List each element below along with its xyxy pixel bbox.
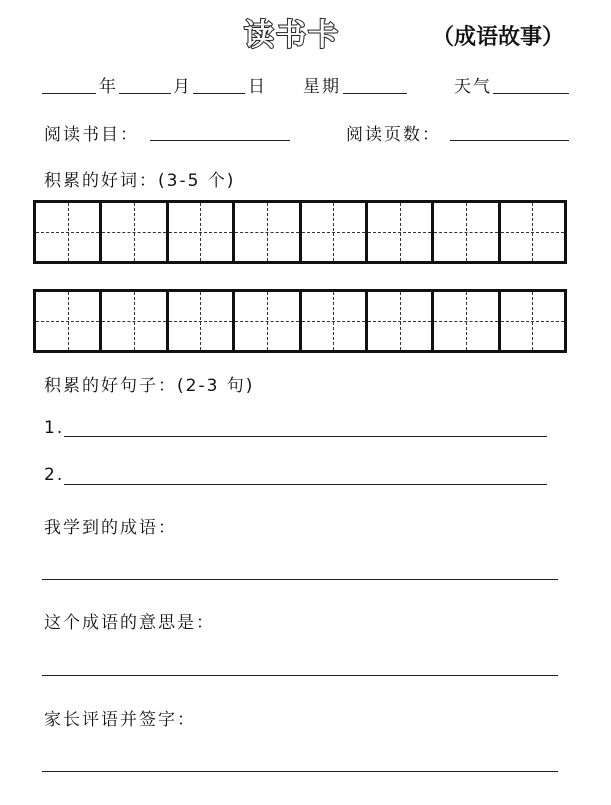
day-blank[interactable]: [193, 93, 245, 94]
weather-blank[interactable]: [493, 93, 569, 94]
words-label: 积累的好词：(3-5 个): [44, 171, 236, 191]
card-subtitle: （成语故事）: [432, 24, 565, 50]
idiom-learned-label: 我学到的成语：: [44, 518, 177, 538]
parent-comment-label: 家长评语并签字：: [44, 710, 196, 730]
word-cell[interactable]: [431, 292, 497, 350]
word-cell[interactable]: [166, 292, 232, 350]
word-cell[interactable]: [365, 292, 431, 350]
word-cell[interactable]: [365, 203, 431, 261]
book-label: 阅读书目：: [44, 125, 139, 145]
sentences-label: 积累的好句子：(2-3 句): [44, 376, 255, 396]
day-label: 日: [248, 77, 267, 97]
word-cell[interactable]: [498, 292, 564, 350]
sentence-number-1: 1.: [44, 418, 65, 438]
sentence-line-2[interactable]: [64, 484, 547, 485]
book-blank[interactable]: [150, 140, 290, 141]
word-cell[interactable]: [36, 292, 99, 350]
weekday-blank[interactable]: [343, 93, 407, 94]
word-grid-row-2: [33, 289, 567, 353]
pages-blank[interactable]: [450, 140, 569, 141]
word-cell[interactable]: [299, 292, 365, 350]
word-cell[interactable]: [498, 203, 564, 261]
month-blank[interactable]: [119, 93, 171, 94]
sentence-line-1[interactable]: [64, 436, 547, 437]
year-label: 年: [99, 77, 118, 97]
pages-label: 阅读页数：: [346, 125, 441, 145]
word-grid-row-1: [33, 200, 567, 264]
year-blank[interactable]: [42, 93, 96, 94]
weekday-label: 星期: [303, 77, 341, 97]
idiom-meaning-line[interactable]: [42, 675, 558, 676]
month-label: 月: [173, 77, 192, 97]
sentence-number-2: 2.: [44, 465, 65, 485]
word-cell[interactable]: [99, 292, 165, 350]
card-title: 读书卡: [244, 18, 340, 53]
word-cell[interactable]: [431, 203, 497, 261]
word-cell[interactable]: [232, 203, 298, 261]
word-cell[interactable]: [166, 203, 232, 261]
word-cell[interactable]: [299, 203, 365, 261]
idiom-learned-line[interactable]: [42, 579, 558, 580]
idiom-meaning-label: 这个成语的意思是：: [44, 613, 215, 633]
word-cell[interactable]: [99, 203, 165, 261]
parent-comment-line[interactable]: [42, 771, 558, 772]
weather-label: 天气: [454, 77, 492, 97]
word-cell[interactable]: [232, 292, 298, 350]
word-cell[interactable]: [36, 203, 99, 261]
